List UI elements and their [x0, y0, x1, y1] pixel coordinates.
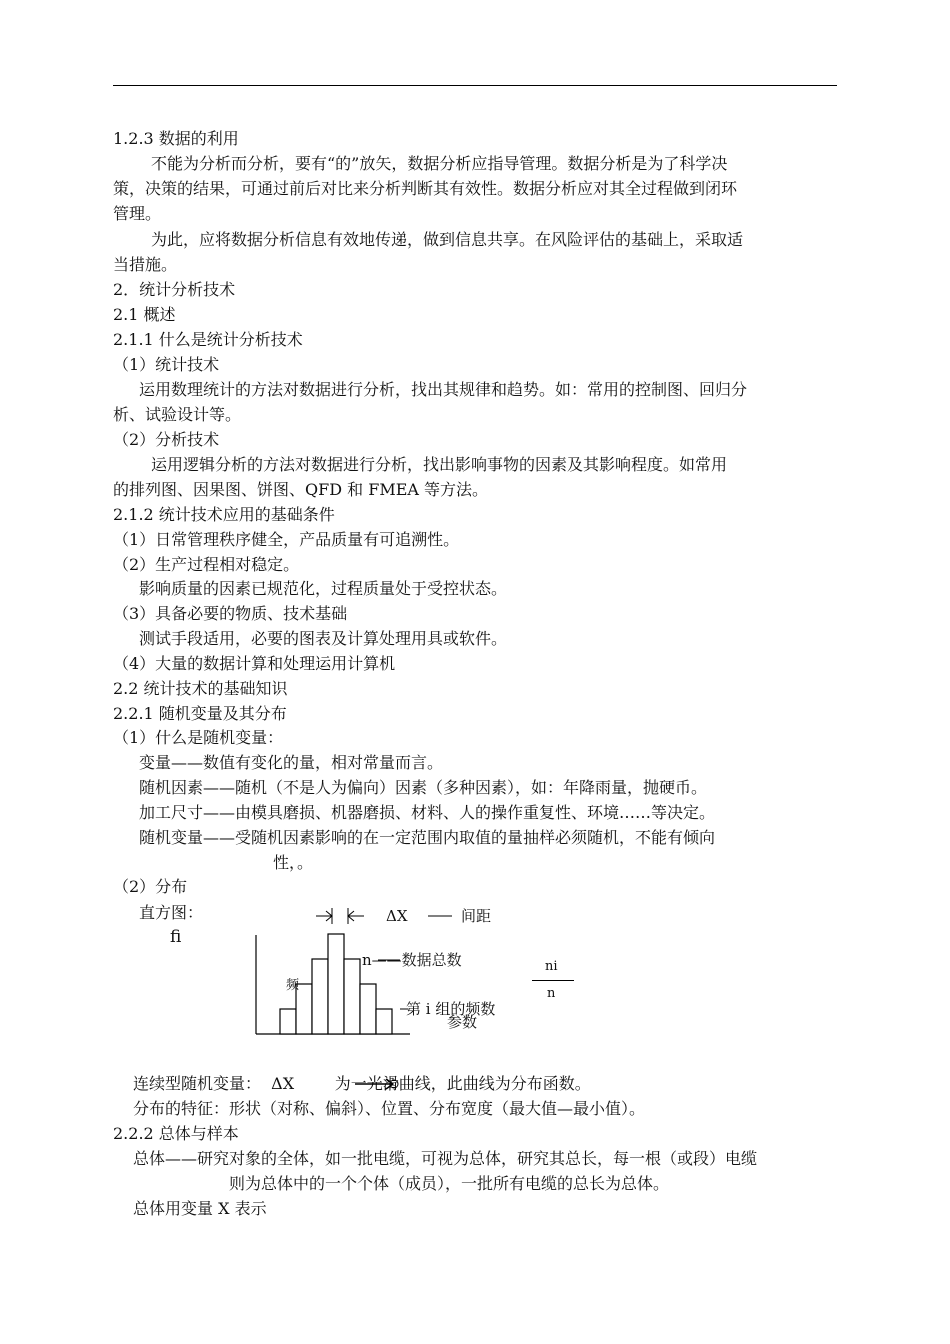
group-frequency-label: 第 i 组的频数 [406, 1000, 496, 1018]
list-item: （2）生产过程相对稳定。 [113, 555, 300, 574]
fraction-numerator: ni [545, 959, 558, 974]
distribution-features-line: 分布的特征：形状（对称、偏斜）、位置、分布宽度（最大值—最小值）。 [133, 1099, 646, 1118]
definition-line: 变量——数值有变化的量，相对常量而言。 [139, 753, 444, 772]
heading-2-2-1: 2.2.1 随机变量及其分布 [113, 704, 287, 723]
heading-2-2: 2.2 统计技术的基础知识 [113, 679, 288, 698]
interval-label: 间距 [461, 907, 492, 925]
histogram-bar [376, 1009, 392, 1034]
limit-arrow-icon [353, 1076, 403, 1092]
definition-line: 性，。 [273, 853, 314, 872]
frequency-label: 频 [286, 978, 300, 993]
paragraph-line: 测试手段适用，必要的图表及计算处理用具或软件。 [139, 629, 508, 648]
list-item: （1）什么是随机变量： [113, 728, 284, 747]
histogram-bar [312, 959, 328, 1034]
paragraph-line: 总体用变量 X 表示 [133, 1199, 267, 1218]
list-item: （1）日常管理秩序健全，产品质量有可追溯性。 [113, 530, 460, 549]
paragraph-line: 管理。 [113, 204, 162, 223]
header-rule [113, 85, 837, 86]
paragraph-line: 为此，应将数据分析信息有效地传递，做到信息共享。在风险评估的基础上，采取适 [151, 230, 744, 249]
heading-2-1-2: 2.1.2 统计技术应用的基础条件 [113, 505, 335, 524]
fraction-denominator: n [547, 986, 556, 1001]
continuous-variable-line: 连续型随机变量： ΔX 为一光滑曲线，此曲线为分布函数。 [133, 1074, 591, 1093]
list-item-2: （2）分析技术 [113, 430, 220, 449]
heading-2-2-2: 2.2.2 总体与样本 [113, 1124, 239, 1143]
paragraph-line: 则为总体中的一个个体（成员），一批所有电缆的总长为总体。 [229, 1174, 670, 1193]
histogram-bar [280, 1009, 296, 1034]
delta-x-label: ΔX [386, 907, 408, 925]
heading-1-2-3: 1.2.3 数据的利用 [113, 129, 239, 148]
histogram-bar [344, 959, 360, 1034]
definition-line: 随机变量——受随机因素影响的在一定范围内取值的量抽样必须随机，不能有倾向 [139, 828, 716, 847]
paragraph-line: 的排列图、因果图、饼图、QFD 和 FMEA 等方法。 [113, 480, 489, 499]
paragraph-line: 总体——研究对象的全体，如一批电缆，可视为总体，研究其总长，每一根（或段）电缆 [133, 1149, 758, 1168]
histogram-bar [328, 934, 344, 1034]
heading-2-1: 2.1 概述 [113, 305, 176, 324]
paragraph-line: 不能为分析而分析，要有“的”放矢，数据分析应指导管理。数据分析是为了科学决 [151, 154, 728, 173]
fraction-bar [532, 980, 574, 981]
list-item: （2）分布 [113, 877, 188, 896]
figure-caption: 直方图： [139, 903, 204, 922]
y-axis-label: fi [170, 927, 182, 947]
list-item-1: （1）统计技术 [113, 355, 220, 374]
paragraph-line: 运用逻辑分析的方法对数据进行分析，找出影响事物的因素及其影响程度。如常用 [151, 455, 728, 474]
paragraph-line: 当措施。 [113, 255, 178, 274]
heading-2-1-1: 2.1.1 什么是统计分析技术 [113, 330, 303, 349]
total-label: n——数据总数 [362, 951, 462, 969]
paragraph-line: 运用数理统计的方法对数据进行分析，找出其规律和趋势。如：常用的控制图、回归分 [139, 380, 748, 399]
paragraph-line: 策，决策的结果，可通过前后对比来分析判断其有效性。数据分析应对其全过程做到闭环 [113, 179, 738, 198]
heading-2: 2．统计分析技术 [113, 280, 236, 299]
list-item: （4）大量的数据计算和处理运用计算机 [113, 654, 396, 673]
x-axis-label: 参数 [447, 1013, 478, 1031]
definition-line: 随机因素——随机（不是人为偏向）因素（多种因素），如：年降雨量，抛硬币。 [139, 778, 708, 797]
definition-line: 加工尺寸——由模具磨损、机器磨损、材料、人的操作重复性、环境……等决定。 [139, 803, 716, 822]
list-item: （3）具备必要的物质、技术基础 [113, 604, 348, 623]
paragraph-line: 析、试验设计等。 [113, 405, 242, 424]
histogram-bar [360, 984, 376, 1034]
paragraph-line: 影响质量的因素已规范化，过程质量处于受控状态。 [139, 579, 508, 598]
